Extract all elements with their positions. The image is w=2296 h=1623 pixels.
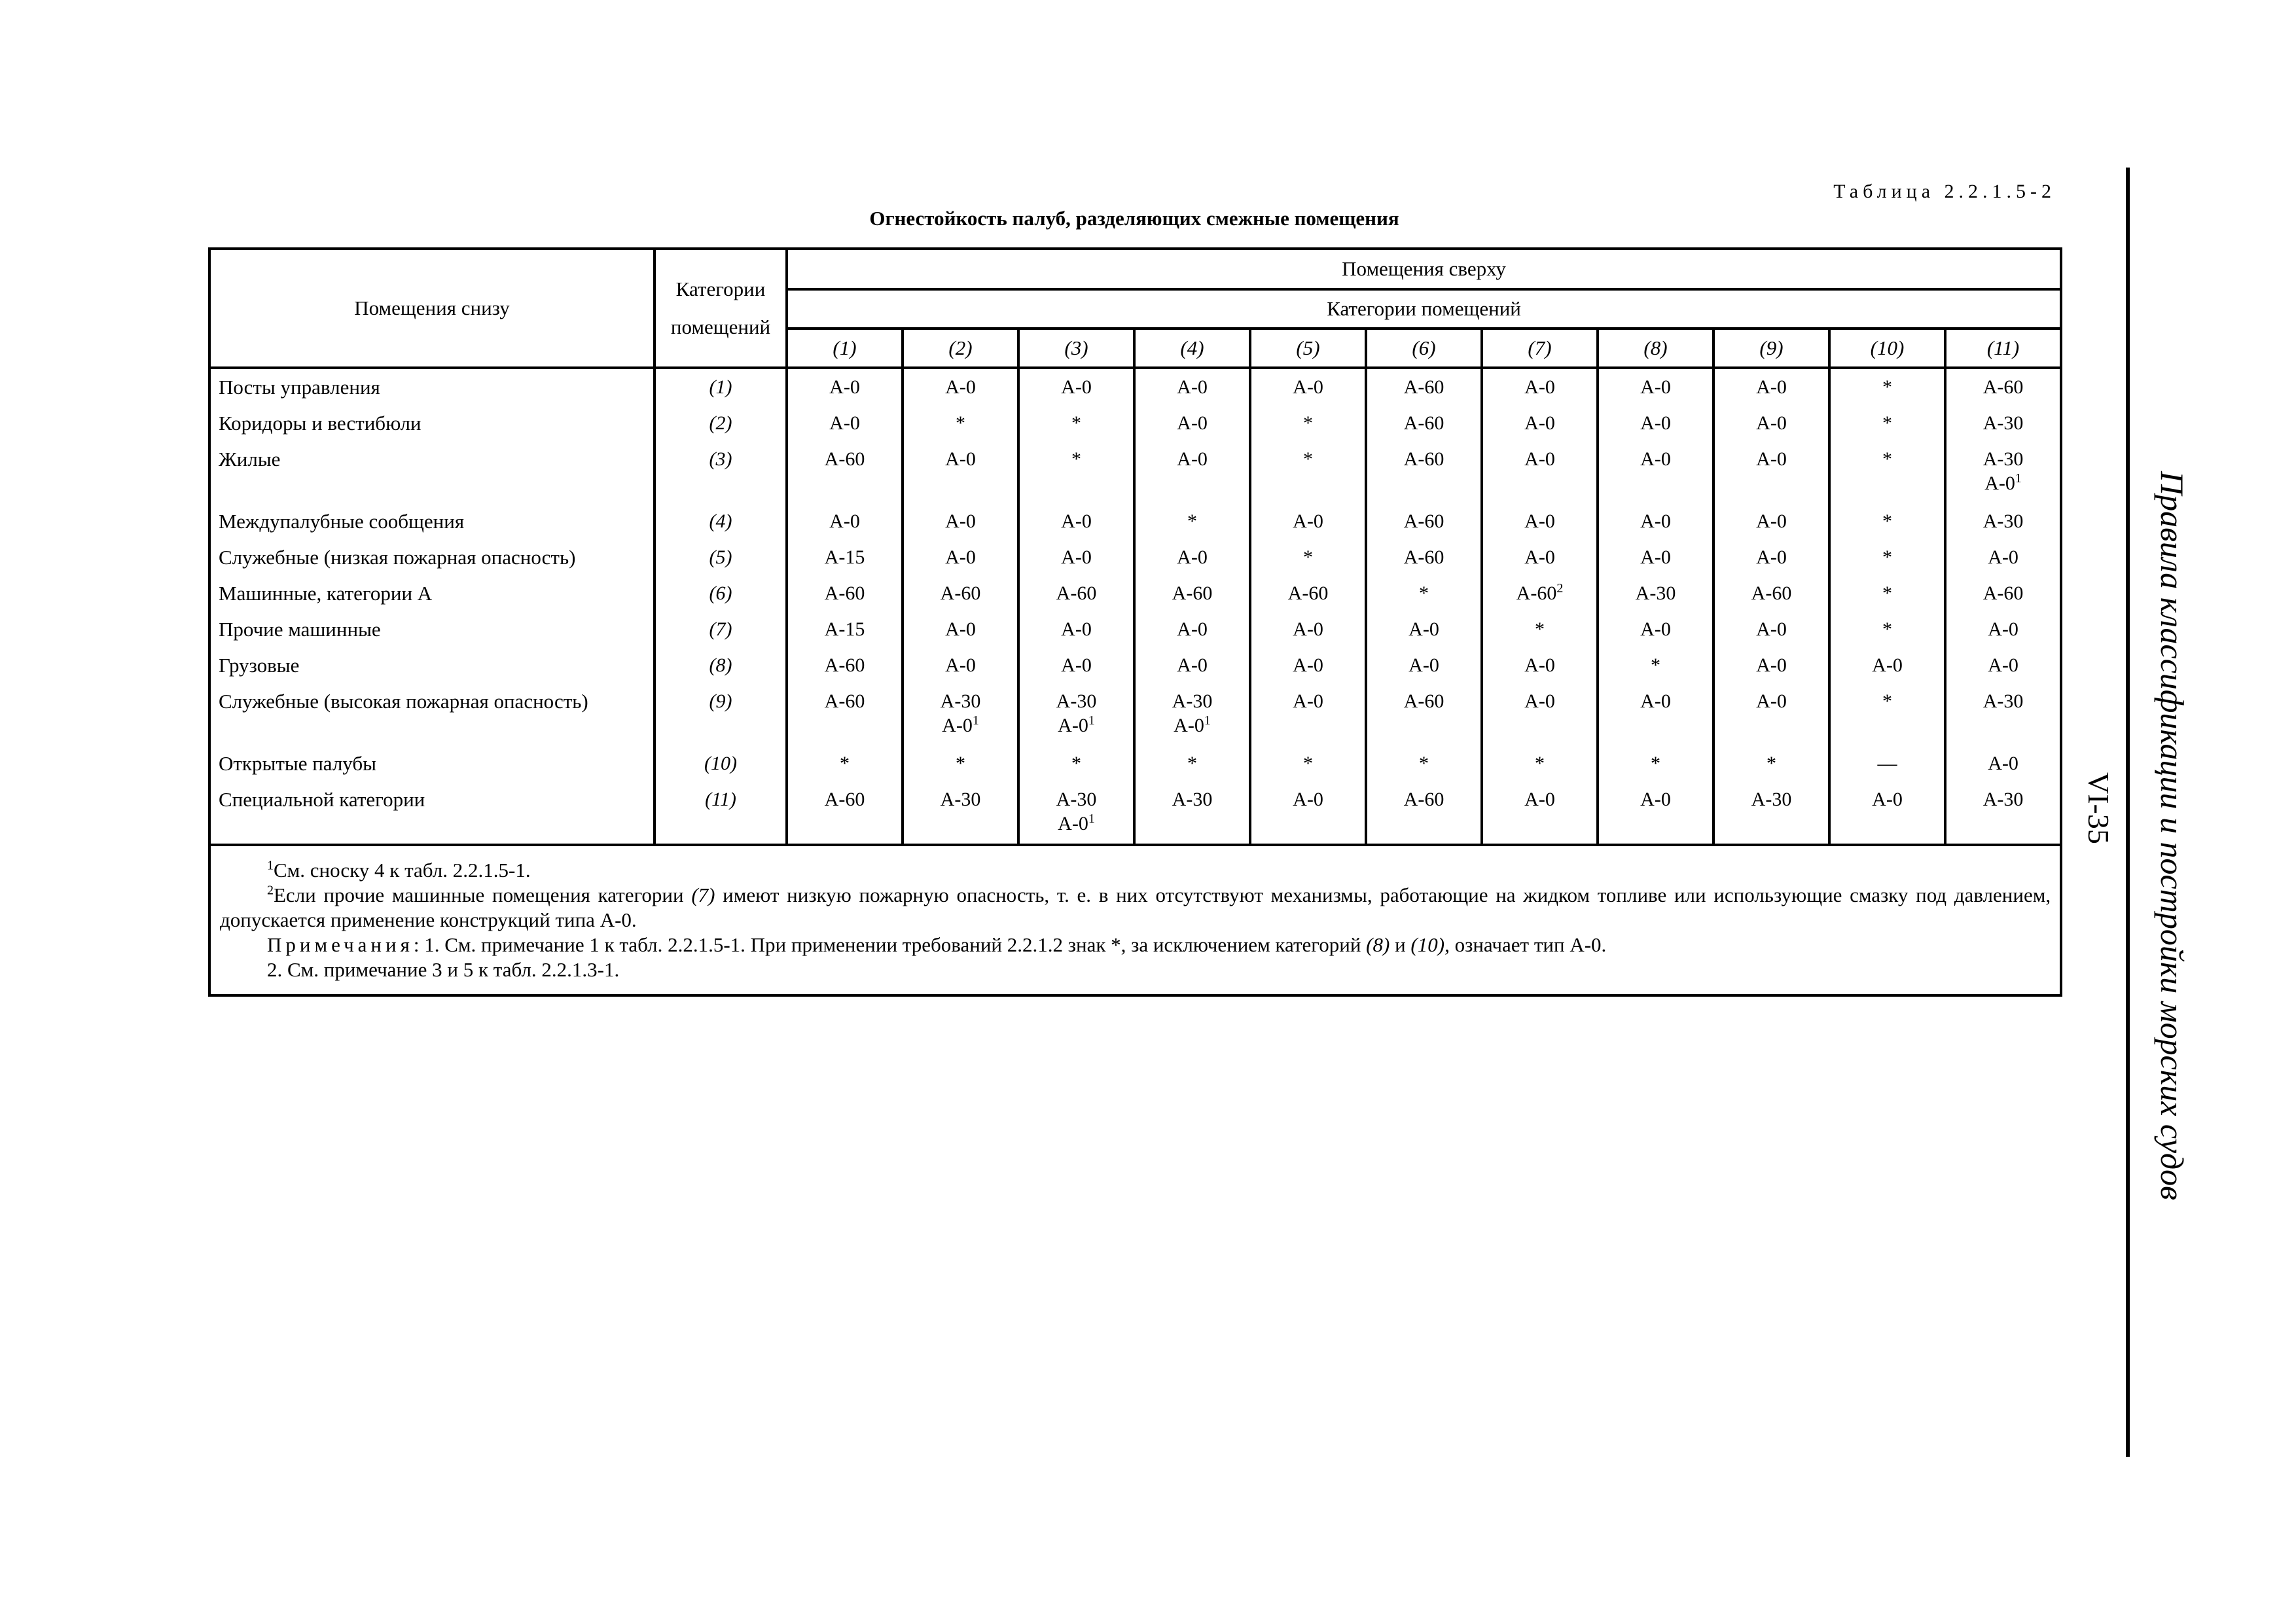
table-cell: A-60	[1287, 582, 1329, 604]
header-categories-above: Категории помещений	[787, 289, 2061, 329]
table-cell: *	[1767, 753, 1776, 774]
table-cell: A-0	[1872, 654, 1903, 676]
table-cell: A-30	[1982, 690, 2024, 712]
table-cell: A-0	[829, 510, 860, 532]
table-cell: A-60	[1056, 582, 1097, 604]
table-cell: A-60	[1403, 789, 1444, 810]
row-name: Служебные (высокая пожарная опасность)	[219, 690, 588, 713]
table-cell: A-0	[1640, 412, 1671, 434]
table-cell: A-30	[940, 789, 981, 810]
table-cell: —	[1877, 753, 1897, 774]
table-cell: A-30 $A-0^1$	[1982, 448, 2024, 494]
table-cell: A-0	[1177, 546, 1208, 568]
table-cell: $A-60^2$	[1516, 581, 1564, 604]
row-category: (9)	[709, 690, 732, 712]
row-category: (5)	[709, 546, 732, 568]
row-category: (8)	[709, 654, 732, 676]
table-cell: *	[1651, 753, 1660, 774]
table-cell: *	[1303, 753, 1313, 774]
table-cell: A-30 $A-0^1$	[1056, 690, 1097, 736]
row-category: (3)	[709, 448, 732, 470]
value-column	[1366, 368, 1482, 845]
table-cell: A-0	[945, 510, 976, 532]
table-cell: A-30	[1982, 510, 2024, 532]
table-cell: A-0	[1640, 690, 1671, 712]
row-category: (7)	[709, 618, 732, 640]
table-cell: *	[1187, 510, 1197, 532]
category-column	[655, 368, 787, 845]
row-category: (11)	[705, 789, 736, 810]
table-cell: A-0	[1293, 654, 1323, 676]
row-category: (10)	[704, 753, 737, 774]
table-cell: A-0	[1640, 789, 1671, 810]
table-cell: A-0	[1293, 376, 1323, 398]
column-header: (8)	[1598, 329, 1713, 368]
table-cell: *	[956, 753, 965, 774]
table-cell: A-60	[1403, 546, 1444, 568]
table-cell: A-0	[1988, 546, 2018, 568]
table-cell: A-0	[1177, 412, 1208, 434]
table-cell: A-0	[1640, 546, 1671, 568]
table-cell: A-0	[1293, 618, 1323, 640]
column-header: (9)	[1713, 329, 1829, 368]
table-cell: A-0	[1524, 448, 1555, 470]
table-cell: *	[1071, 448, 1081, 470]
row-name: Открытые палубы	[219, 752, 376, 775]
table-cell: A-60	[1982, 582, 2024, 604]
value-column	[1250, 368, 1366, 845]
table-cell: A-0	[1756, 510, 1787, 532]
table-cell: A-60	[1403, 376, 1444, 398]
table-cell: A-0	[1061, 510, 1092, 532]
table-cell: A-60	[824, 654, 865, 676]
table-cell: A-0	[1872, 789, 1903, 810]
table-cell: A-0	[1988, 753, 2018, 774]
column-header: (6)	[1366, 329, 1482, 368]
table-cell: A-0	[1524, 546, 1555, 568]
row-name: Грузовые	[219, 654, 300, 677]
margin-rule	[2126, 168, 2130, 1457]
table-cell: A-0	[1756, 376, 1787, 398]
table-cell: A-0	[1408, 654, 1439, 676]
row-category: (4)	[709, 510, 732, 532]
value-column	[1134, 368, 1250, 845]
column-header: (4)	[1134, 329, 1250, 368]
table-cell: A-60	[1172, 582, 1213, 604]
table-cell: A-60	[1982, 376, 2024, 398]
value-column	[1598, 368, 1713, 845]
table-cell: A-0	[1293, 690, 1323, 712]
table-cell: *	[1882, 376, 1892, 398]
column-header: (2)	[903, 329, 1018, 368]
fire-resistance-table	[208, 247, 2062, 997]
table-cell: *	[1882, 412, 1892, 434]
table-cell: A-0	[1524, 376, 1555, 398]
header-rooms-above: Помещения сверху	[787, 249, 2061, 289]
rooms-below-column	[209, 368, 655, 845]
table-cell: *	[1882, 510, 1892, 532]
row-name: Посты управления	[219, 376, 380, 399]
table-cell: A-0	[1061, 376, 1092, 398]
row-category: (1)	[709, 376, 732, 398]
table-cell: *	[840, 753, 850, 774]
table-cell: A-30 $A-0^1$	[1172, 690, 1213, 736]
table-cell: A-60	[1403, 448, 1444, 470]
table-cell: A-30	[1635, 582, 1676, 604]
row-name: Служебные (низкая пожарная опасность)	[219, 546, 576, 569]
table-cell: *	[1882, 448, 1892, 470]
table-cell: A-0	[1177, 376, 1208, 398]
table-cell: A-60	[824, 690, 865, 712]
table-cell: A-60	[824, 789, 865, 810]
table-cell: A-0	[1061, 618, 1092, 640]
column-header: (3)	[1018, 329, 1134, 368]
table-title: Огнестойкость палуб, разделяющих смежные помещения	[869, 207, 1399, 230]
column-header: (11)	[1945, 329, 2061, 368]
note-1: Примечания: 1. См. примечание 1 к табл. 2.2.1.5-1. При применении требований 2.2.1.2 знак *, за исключением категорий (8) и (10), означает тип A-0.	[267, 933, 1607, 956]
table-number: Таблица 2.2.1.5-2	[1833, 181, 2056, 202]
column-header: (7)	[1482, 329, 1598, 368]
table-cell: A-0	[1408, 618, 1439, 640]
running-title: Правила классификации и постройки морских судов	[2154, 471, 2191, 1200]
table-cell: A-30 $A-0^1$	[1056, 789, 1097, 834]
table-cell: *	[1882, 690, 1892, 712]
table-cell: A-0	[1293, 789, 1323, 810]
table-cell: A-0	[1756, 618, 1787, 640]
table-cell: A-0	[1640, 510, 1671, 532]
note-2: 2. См. примечание 3 и 5 к табл. 2.2.1.3-1.	[267, 958, 620, 981]
column-header: (1)	[787, 329, 903, 368]
footnote-1: $^1$См. сноску 4 к табл. 2.2.1.5-1.	[267, 858, 531, 882]
table-cell: A-0	[1293, 510, 1323, 532]
table-cell: *	[1303, 546, 1313, 568]
table-cell: *	[1071, 412, 1081, 434]
notes-block	[209, 845, 2061, 995]
table-cell: A-0	[1524, 412, 1555, 434]
table-cell: A-60	[1403, 510, 1444, 532]
row-name: Коридоры и вестибюли	[219, 412, 422, 435]
table-cell: A-0	[1640, 618, 1671, 640]
table-cell: A-30 $A-0^1$	[940, 690, 981, 736]
column-header: (5)	[1250, 329, 1366, 368]
table-cell: A-0	[945, 546, 976, 568]
table-cell: A-0	[1756, 546, 1787, 568]
column-header: (10)	[1829, 329, 1945, 368]
table-cell: A-30	[1751, 789, 1792, 810]
table-cell: *	[1419, 582, 1429, 604]
table-cell: A-0	[1756, 412, 1787, 434]
table-cell: A-0	[945, 654, 976, 676]
table-cell: A-0	[1524, 654, 1555, 676]
table-cell: *	[1071, 753, 1081, 774]
header-categories: Категории помещений	[655, 249, 787, 368]
table-cell: A-0	[945, 448, 976, 470]
table-cell: A-15	[824, 618, 865, 640]
table-cell: A-60	[1751, 582, 1792, 604]
table-cell: A-0	[829, 376, 860, 398]
table-cell: A-0	[829, 412, 860, 434]
table-cell: *	[1882, 618, 1892, 640]
value-column	[1018, 368, 1134, 845]
table-cell: *	[1419, 753, 1429, 774]
table-cell: A-60	[1403, 412, 1444, 434]
row-name: Прочие машинные	[219, 618, 381, 641]
table-cell: *	[1882, 582, 1892, 604]
table-cell: A-0	[1177, 448, 1208, 470]
value-column	[1482, 368, 1598, 845]
value-column	[1829, 368, 1945, 845]
row-name: Машинные, категории A	[219, 582, 433, 605]
table-cell: A-60	[824, 448, 865, 470]
table-cell: A-0	[1177, 618, 1208, 640]
table-cell: A-0	[1061, 546, 1092, 568]
table-cell: A-0	[945, 376, 976, 398]
table-cell: A-0	[1640, 376, 1671, 398]
table-cell: A-0	[1640, 448, 1671, 470]
row-name: Междупалубные сообщения	[219, 510, 465, 533]
value-column	[787, 368, 903, 845]
footnote-2: $^2$Если прочие машинные помещения категории (7) имеют низкую пожарную опасность, т. е. в них отсутствуют механизмы, работающие на жидком топливе или использующие смазку под давлением, допускается применение конструкций типа A-0.	[220, 883, 2051, 931]
table-cell: A-0	[1177, 654, 1208, 676]
table-cell: A-0	[1524, 789, 1555, 810]
table-cell: A-15	[824, 546, 865, 568]
table-cell: *	[1535, 753, 1545, 774]
table-cell: A-0	[1524, 510, 1555, 532]
table-cell: *	[1303, 448, 1313, 470]
table-cell: A-0	[1988, 618, 2018, 640]
table-cell: A-0	[945, 618, 976, 640]
table-cell: *	[1535, 618, 1545, 640]
row-name: Специальной категории	[219, 788, 425, 811]
row-category: (2)	[709, 412, 732, 434]
table-cell: A-30	[1172, 789, 1213, 810]
page-number: VI-35	[2082, 772, 2115, 844]
table-cell: *	[1187, 753, 1197, 774]
table-cell: A-60	[824, 582, 865, 604]
table-cell: A-0	[1988, 654, 2018, 676]
table-cell: A-0	[1756, 448, 1787, 470]
row-category: (6)	[709, 582, 732, 604]
table-cell: A-30	[1982, 412, 2024, 434]
row-name: Жилые	[219, 448, 281, 471]
value-column	[1713, 368, 1829, 845]
header-rooms-below: Помещения снизу	[209, 249, 655, 368]
table-cell: A-0	[1756, 690, 1787, 712]
table-cell: *	[1651, 654, 1660, 676]
table-cell: A-0	[1061, 654, 1092, 676]
value-column	[903, 368, 1018, 845]
table-cell: A-60	[1403, 690, 1444, 712]
table-cell: *	[1303, 412, 1313, 434]
value-column	[1945, 368, 2061, 845]
table-cell: A-30	[1982, 789, 2024, 810]
table-cell: A-60	[940, 582, 981, 604]
table-cell: A-0	[1524, 690, 1555, 712]
table-cell: *	[956, 412, 965, 434]
table-cell: *	[1882, 546, 1892, 568]
table-cell: A-0	[1756, 654, 1787, 676]
